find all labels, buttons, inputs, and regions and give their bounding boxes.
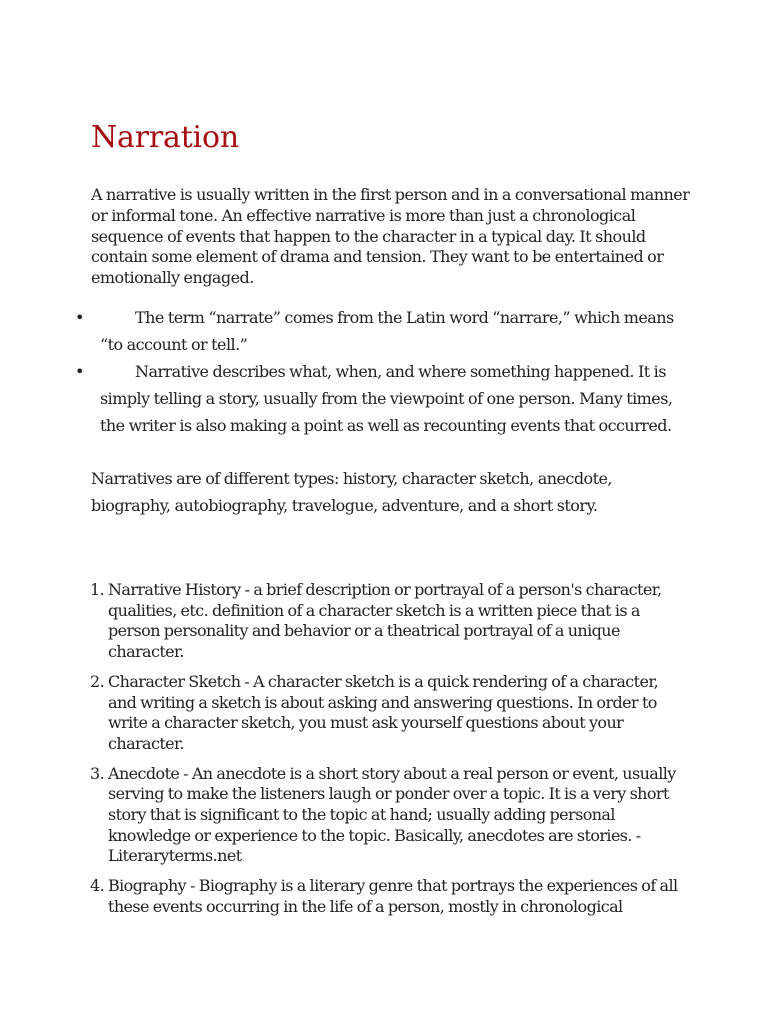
numbered-item [90, 672, 690, 755]
bullet-text: Narrative describes what, when, and where something happened. It is simply telling a story, usually from the viewpoint of one person. Many times, the writer is also making a point as well as recounting events that occurred. [100, 362, 673, 435]
bullet-item [75, 358, 700, 439]
number-marker: 1. [90, 580, 105, 599]
number-marker: 2. [90, 671, 105, 691]
numbered-item-text: Biography - Biography is a literary genre that portrays the experiences of all these events occurring in the life of a person, mostly in chronological [108, 876, 678, 916]
numbered-item-text: Anecdote - An anecdote is a short story about a real person or event, usually serving to make the listeners laugh or ponder over a topic. It is a very short story that is significant to the topic at hand; usually adding personal knowledge or experience to the topic. Basically, anecdotes are stories. -Literaryterms.net [108, 763, 676, 866]
number-marker: 3. [90, 763, 105, 783]
numbered-item-text: Narrative History - a brief description or portrayal of a person's character, qualities, etc. definition of a character sketch is a written piece that is a person personality and behavior or a theatrical portrayal of a unique character. [108, 580, 662, 662]
bullet-list [75, 304, 700, 439]
bullet-marker: • [75, 308, 84, 327]
numbered-list [90, 580, 690, 927]
numbered-item [90, 764, 690, 868]
bullet-item [75, 304, 700, 358]
intro-paragraph: A narrative is usually written in the first person and in a conversational manner or informal tone. An effective narrative is more than just a chronological sequence of events that happen to the character in a typical day. It should contain some element of drama and tension. They want to be entertained or emotionally engaged. [91, 185, 690, 288]
bullet-text: The term “narrate” comes from the Latin word “narrare,” which means “to account or tell.” [100, 308, 674, 354]
numbered-item [90, 580, 690, 663]
types-paragraph: Narratives are of different types: history, character sketch, anecdote, biography, autobiography, travelogue, adventure, and a short story. [91, 469, 612, 515]
numbered-item [90, 876, 690, 917]
numbered-item-text: Character Sketch - A character sketch is a quick rendering of a character, and writing a sketch is about asking and answering questions. In order to write a character sketch, you must ask yourself questions about your character. [108, 671, 659, 753]
bullet-marker: • [75, 362, 84, 381]
page-title: Narration [91, 120, 239, 155]
number-marker: 4. [90, 876, 105, 896]
